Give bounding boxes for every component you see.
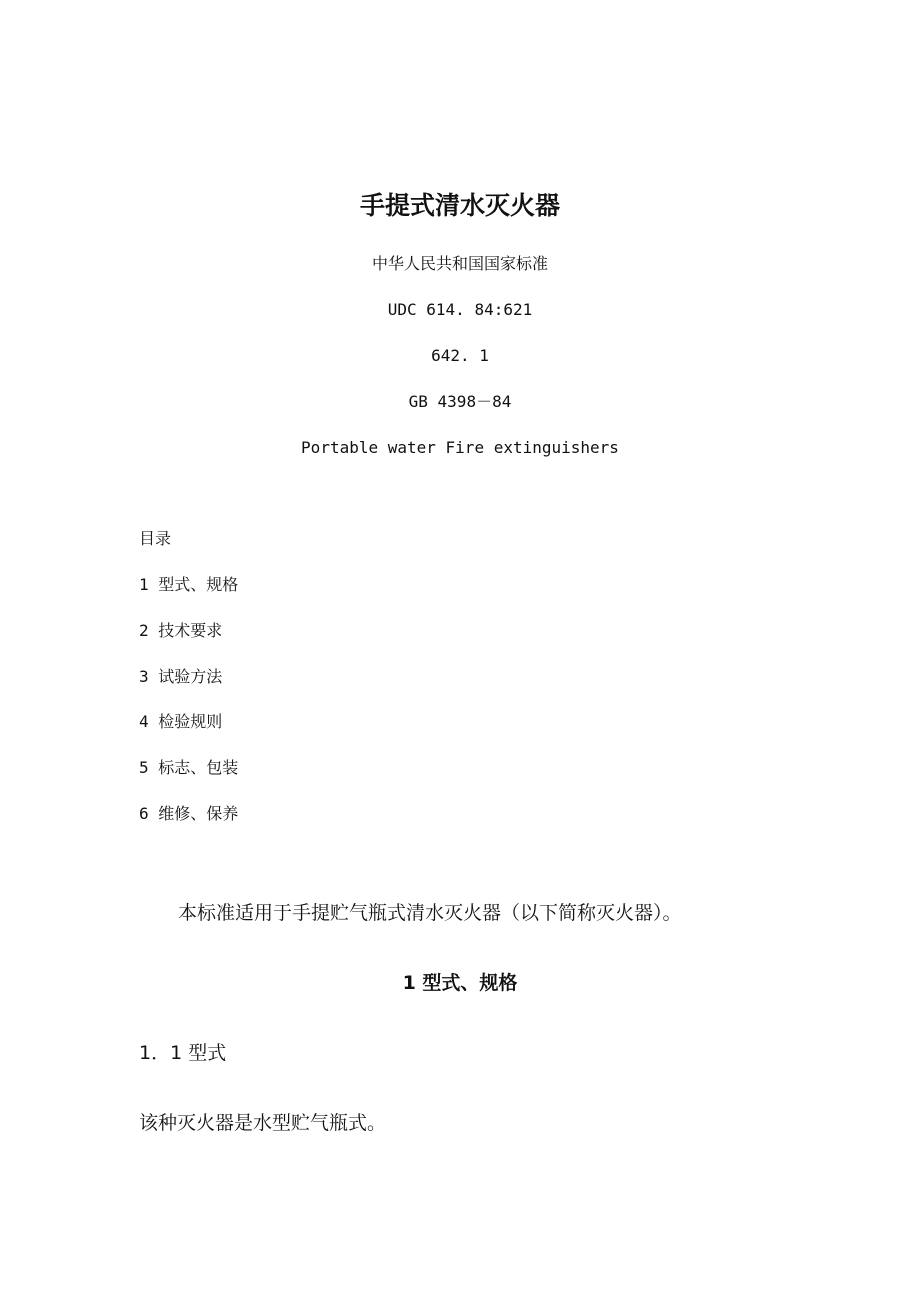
toc-heading: 目录 (139, 529, 172, 548)
toc-item: 5 标志、包装 (139, 758, 239, 777)
document-title: 手提式清水灭火器 (359, 191, 560, 220)
national-standard-label: 中华人民共和国国家标准 (371, 254, 548, 273)
toc-item: 1 型式、规格 (139, 575, 239, 594)
toc-item: 6 维修、保养 (139, 804, 239, 823)
english-title: Portable water Fire extinguishers (301, 438, 619, 457)
toc-item: 3 试验方法 (139, 667, 223, 686)
section-1-1-heading: 1．1 型式 (139, 1042, 227, 1064)
standard-number: GB 4398－84 (408, 392, 512, 411)
udc-code-line-2: 642. 1 (431, 346, 489, 365)
section-1-heading: 1 型式、规格 (402, 972, 518, 994)
toc-item: 2 技术要求 (139, 621, 223, 640)
toc-item: 4 检验规则 (139, 712, 223, 731)
section-1-1-text: 该种灭火器是水型贮气瓶式。 (139, 1112, 387, 1134)
scope-paragraph: 本标准适用于手提贮气瓶式清水灭火器（以下简称灭火器）。 (178, 902, 682, 924)
udc-code-line-1: UDC 614. 84:621 (387, 300, 533, 319)
